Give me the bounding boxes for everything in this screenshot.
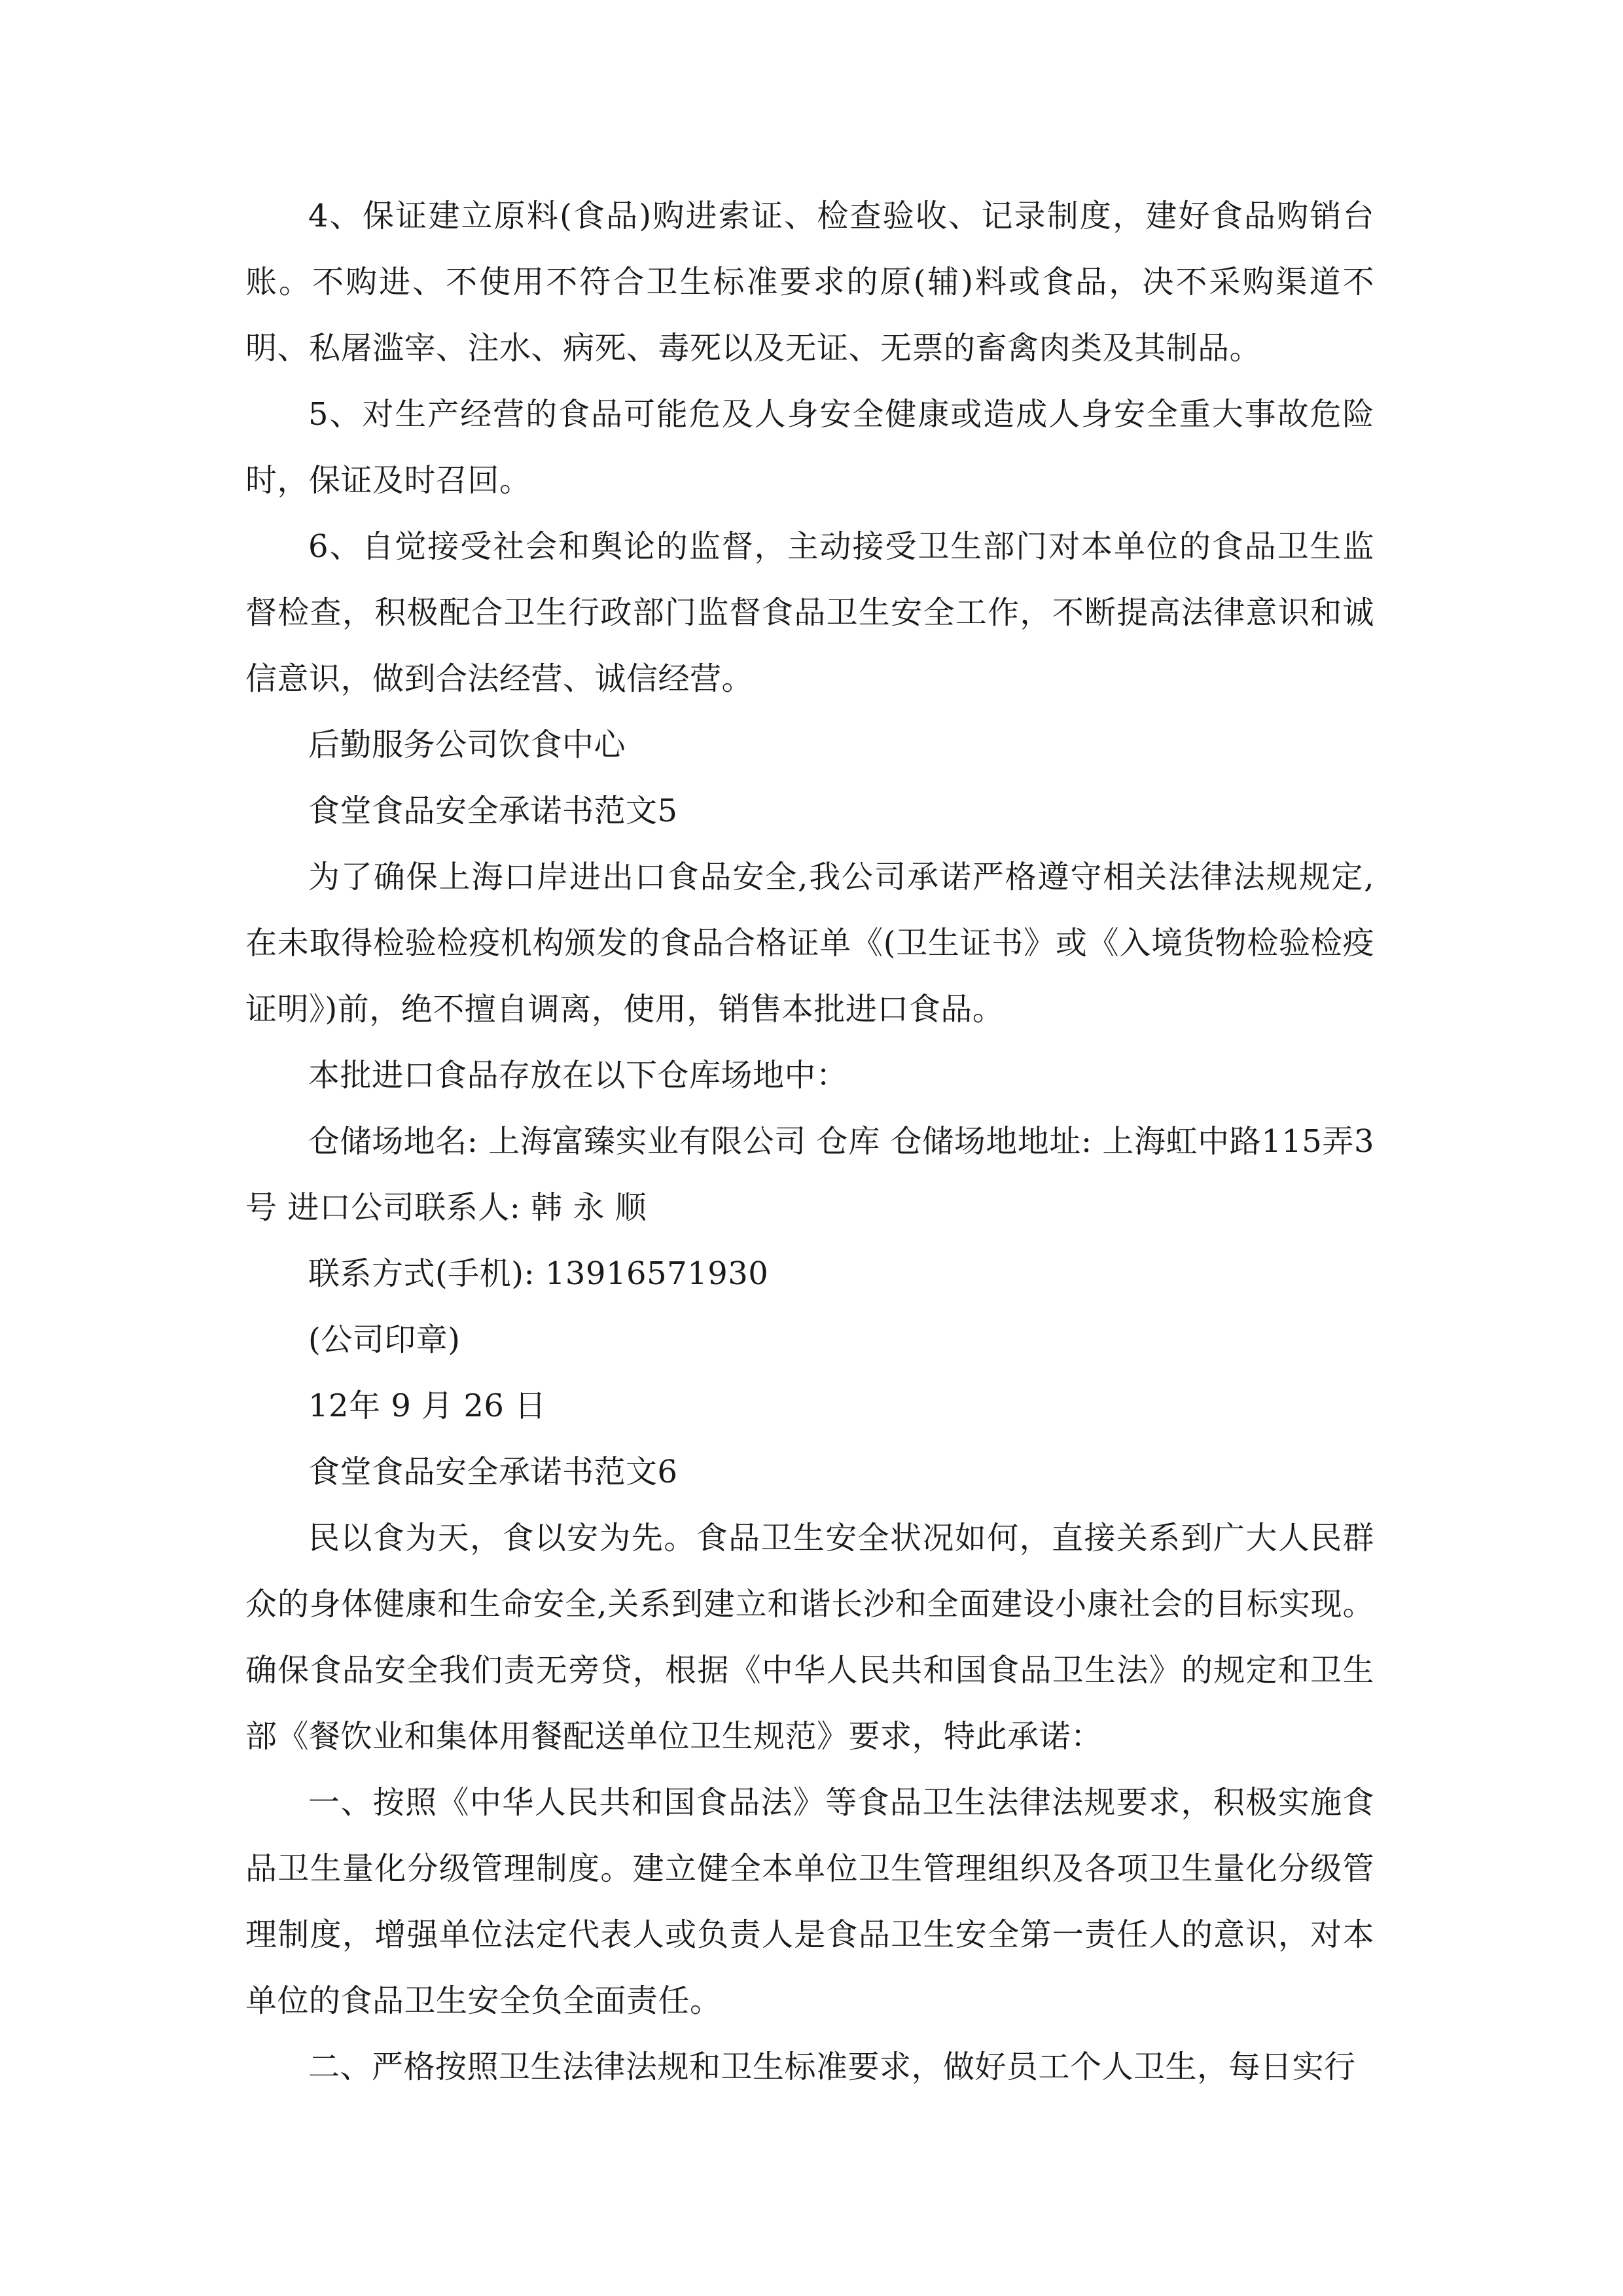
signature-line: 后勤服务公司饮食中心	[308, 726, 626, 763]
contact-phone: 联系方式(手机): 13916571930	[308, 1255, 769, 1292]
paragraph-item-two: 二、严格按照卫生法律法规和卫生标准要求，做好员工个人卫生，每日实行	[308, 2049, 1356, 2085]
paragraph-item-5: 5、对生产经营的食品可能危及人身安全健康或造成人身安全重大事故危险时，保证及时召回。	[245, 396, 1374, 499]
paragraph-storage-intro: 本批进口食品存放在以下仓库场地中：	[308, 1057, 848, 1094]
document-body	[245, 183, 1374, 2100]
section-heading-5: 食堂食品安全承诺书范文5	[308, 793, 678, 829]
company-seal-line: (公司印章)	[308, 1321, 461, 1358]
paragraph-intro-6: 民以食为天，食以安为先。食品卫生安全状况如何，直接关系到广大人民群众的身体健康和生命安全,关系到建立和谐长沙和全面建设小康社会的目标实现。确保食品安全我们责无旁贷，根据《中华人民共和国食品卫生法》的规定和卫生部《餐饮业和集体用餐配送单位卫生规范》要求，特此承诺：	[245, 1520, 1374, 1755]
paragraph-import-commitment: 为了确保上海口岸进出口食品安全,我公司承诺严格遵守相关法律法规规定,在未取得检验检疫机构颁发的食品合格证单《(卫生证书》或《入境货物检验检疫证明》)前，绝不擅自调离，使用，销售本批进口食品。	[245, 859, 1374, 1028]
paragraph-storage-details: 仓储场地名: 上海富臻实业有限公司 仓库 仓储场地地址: 上海虹中路115弄3号 进口公司联系人: 韩 永 顺	[245, 1123, 1374, 1226]
paragraph-item-4: 4、保证建立原料(食品)购进索证、检查验收、记录制度，建好食品购销台账。不购进、不使用不符合卫生标准要求的原(辅)料或食品，决不采购渠道不明、私屠滥宰、注水、病死、毒死以及无证、无票的畜禽肉类及其制品。	[245, 198, 1374, 367]
paragraph-item-one: 一、按照《中华人民共和国食品法》等食品卫生法律法规要求，积极实施食品卫生量化分级管理制度。建立健全本单位卫生管理组织及各项卫生量化分级管理制度，增强单位法定代表人或负责人是食品卫生安全第一责任人的意识，对本单位的食品卫生安全负全面责任。	[245, 1784, 1374, 2019]
date-line: 12年 9 月 26 日	[308, 1388, 546, 1424]
section-heading-6: 食堂食品安全承诺书范文6	[308, 1454, 678, 1490]
paragraph-item-6: 6、自觉接受社会和舆论的监督，主动接受卫生部门对本单位的食品卫生监督检查，积极配合卫生行政部门监督食品卫生安全工作，不断提高法律意识和诚信意识，做到合法经营、诚信经营。	[245, 528, 1374, 697]
